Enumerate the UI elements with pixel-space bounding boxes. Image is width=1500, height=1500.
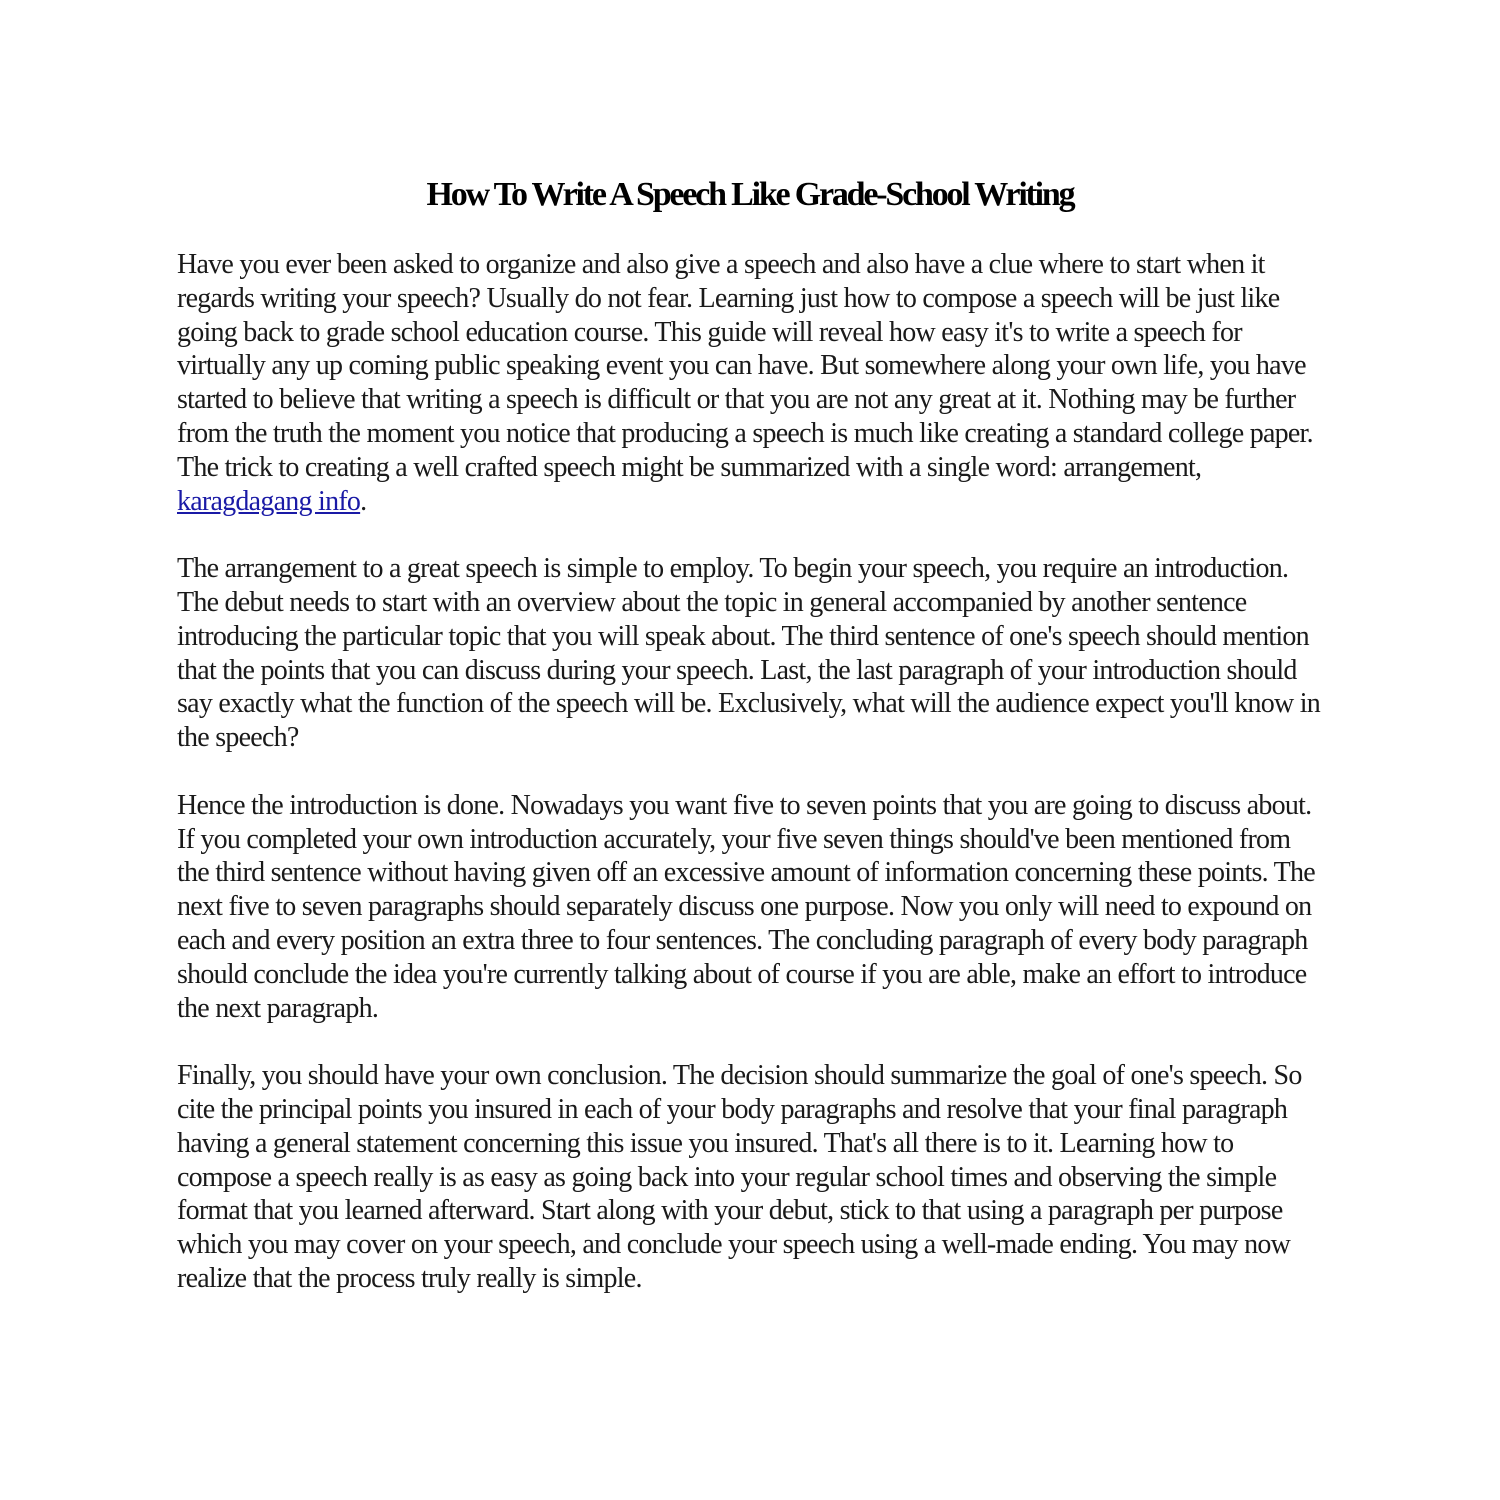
document-body [177, 248, 1327, 1330]
document-title: How To Write A Speech Like Grade-School Writing [426, 176, 1074, 213]
karagdagang-info-link[interactable]: karagdagang info [177, 485, 361, 517]
paragraph-2: The arrangement to a great speech is simple to employ. To begin your speech, you require an introduction. The debut needs to start with an overview about the topic in general accompanied by another sentence introducing the particular topic that you will speak about. The third sentence of one's speech should mention that the points that you can discuss during your speech. Last, the last paragraph of your introduction should say exactly what the function of the speech will be. Exclusively, what will the audience expect you'll know in the speech? [177, 553, 1321, 754]
paragraph-3: Hence the introduction is done. Nowadays you want five to seven points that you are going to discuss about. If you completed your own introduction accurately, your five seven things should've been mentioned from the third sentence without having given off an excessive amount of information concerning these points. The next five to seven paragraphs should separately discuss one purpose. Now you only will need to expound on each and every position an extra three to four sentences. The concluding paragraph of every body paragraph should conclude the idea you're currently talking about of course if you are able, make an effort to introduce the next paragraph. [177, 789, 1315, 1024]
paragraph-1-text: Have you ever been asked to organize and also give a speech and also have a clue where to start when it regards writing your speech? Usually do not fear. Learning just how to compose a speech will be just like going back to grade school education course. This guide will reveal how easy it's to write a speech for virtually any up coming public speaking event you can have. But somewhere along your own life, you have started to believe that writing a speech is difficult or that you are not any great at it. Nothing may be further from the truth the moment you notice that producing a speech is much like creating a standard college paper. The trick to creating a well crafted speech might be summarized with a single word: arrangement, [177, 249, 1313, 483]
paragraph-1-end: . [360, 485, 367, 517]
paragraph-1 [177, 248, 1327, 518]
paragraph-4: Finally, you should have your own conclusion. The decision should summarize the goal of one's speech. So cite the principal points you insured in each of your body paragraphs and resolve that your final paragraph having a general statement concerning this issue you insured. That's all there is to it. Learning how to compose a speech really is as easy as going back into your regular school times and observing the simple format that you learned afterward. Start along with your debut, stick to that using a paragraph per purpose which you may cover on your speech, and conclude your speech using a well-made ending. You may now realize that the process truly really is simple. [177, 1060, 1302, 1294]
